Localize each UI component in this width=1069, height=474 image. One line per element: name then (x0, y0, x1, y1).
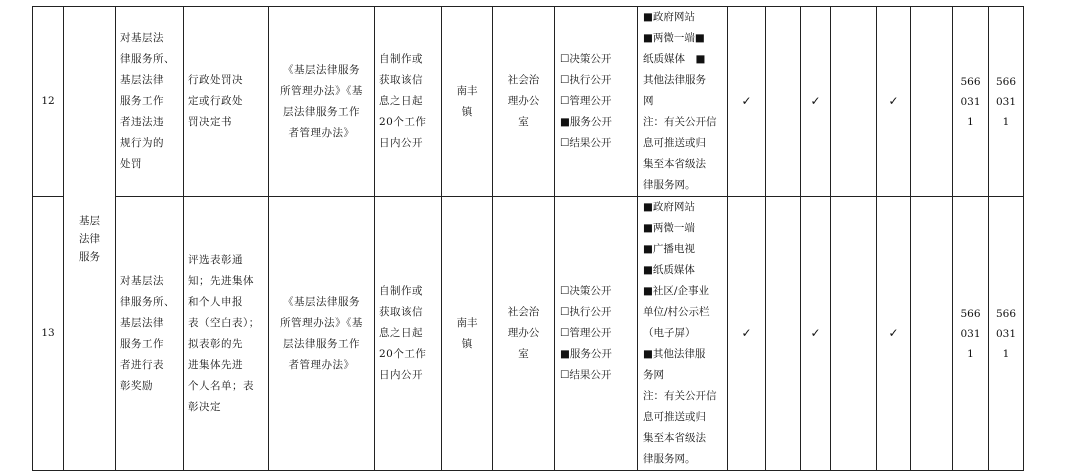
basis-cell: 《基层法律服务 所管理办法》《基 层法律服务工作 者管理办法》 (269, 7, 375, 197)
check-mark-cell: ✓ (728, 7, 766, 197)
time-limit-cell: 自制作或 获取该信 息之日起 20个工作 日内公开 (375, 7, 442, 197)
item-name-cell: 对基层法 律服务所、 基层法律 服务工作 者进行表 彰奖励 (116, 197, 184, 471)
subject-cell: 南丰 镇 (442, 7, 493, 197)
check-mark-cell: ✓ (801, 197, 831, 471)
row-number: 13 (33, 197, 64, 471)
check-mark-cell (766, 7, 801, 197)
time-limit-cell: 自制作或 获取该信 息之日起 20个工作 日内公开 (375, 197, 442, 471)
item-name-cell: 对基层法 律服务所、 基层法律 服务工作 者违法违 规行为的 处罚 (116, 7, 184, 197)
content-cell: 行政处罚决 定或行政处 罚决定书 (184, 7, 269, 197)
channels-cell: ■政府网站 ■两微一端■ 纸质媒体 ■ 其他法律服务 网 注：有关公开信 息可推送或归 集至本省级法 律服务网。 (638, 7, 728, 197)
check-mark-cell (831, 197, 877, 471)
subject-cell: 南丰 镇 (442, 197, 493, 471)
check-mark-cell: ✓ (877, 197, 911, 471)
check-mark-cell (831, 7, 877, 197)
scope-cell: ☐决策公开 ☐执行公开 ☐管理公开 ■服务公开 ☐结果公开 (555, 197, 638, 471)
channels-cell: ■政府网站 ■两微一端 ■广播电视 ■纸质媒体 ■社区/企事业 单位/村公示栏 （电子屏） ■其他法律服 务网 注：有关公开信 息可推送或归 集至本省级法 律服务网。 (638, 197, 728, 471)
check-mark-cell (911, 7, 953, 197)
check-mark-cell: ✓ (877, 7, 911, 197)
code-cell: 566 031 1 (989, 197, 1024, 471)
basis-cell: 《基层法律服务 所管理办法》《基 层法律服务工作 者管理办法》 (269, 197, 375, 471)
table-row (33, 197, 1024, 471)
code-cell: 566 031 1 (953, 7, 989, 197)
check-mark-cell: ✓ (728, 197, 766, 471)
check-mark-cell: ✓ (801, 7, 831, 197)
check-mark-cell (766, 197, 801, 471)
row-number: 12 (33, 7, 64, 197)
group-label-cell: 基层 法律 服务 (64, 7, 116, 471)
code-cell: 566 031 1 (989, 7, 1024, 197)
code-cell: 566 031 1 (953, 197, 989, 471)
department-cell: 社会治 理办公 室 (493, 7, 555, 197)
department-cell: 社会治 理办公 室 (493, 197, 555, 471)
check-mark-cell (911, 197, 953, 471)
scope-cell: ☐决策公开 ☐执行公开 ☐管理公开 ■服务公开 ☐结果公开 (555, 7, 638, 197)
table-row (33, 7, 1024, 197)
disclosure-table (32, 6, 1024, 471)
content-cell: 评选表彰通 知；先进集体 和个人申报 表（空白表）； 拟表彰的先 进集体先进 个人名单；表 彰决定 (184, 197, 269, 471)
